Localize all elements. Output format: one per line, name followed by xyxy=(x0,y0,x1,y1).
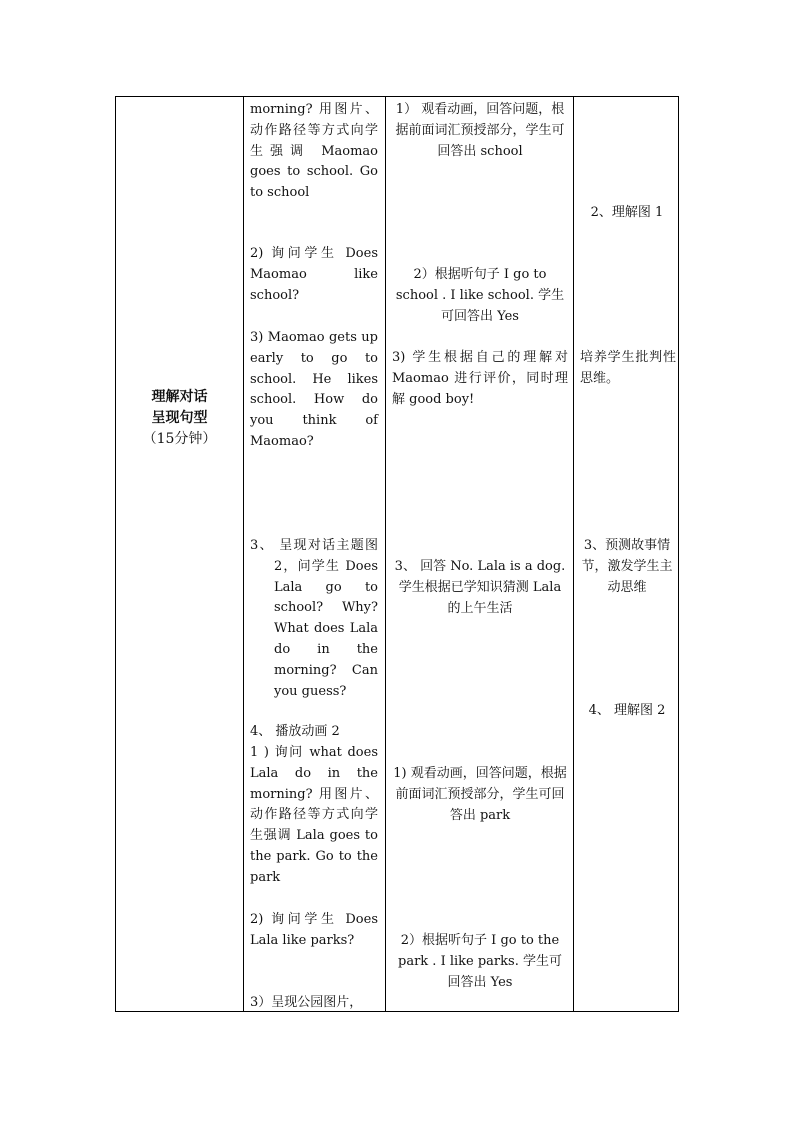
teacher-step-e: 1 ) 询问 what does Lala do in the morning? 用图片、动作路径等方式向学生强调 Lala goes to the park. Go to the park xyxy=(250,745,378,885)
teacher-step-b: 2) 询问学生 Does Maomao like school? xyxy=(250,246,378,303)
teacher-step-d: 3、 呈现对话主题图 2，问学生 Does Lala go to school? Why? What does Lala do in the morning? Can you guess? xyxy=(250,538,378,699)
student-step-c: 3) 学生根据自己的理解对 Maomao 进行评价，同时理解 good boy! xyxy=(392,350,568,407)
student-step-a: 1） 观看动画，回答问题，根据前面词汇预授部分，学生可回答出 school xyxy=(395,102,565,159)
student-step-d: 3、 回答 No. Lala is a dog. 学生根据已学知识猜测 Lala 的上午生活 xyxy=(394,559,566,616)
teacher-step-g: 3）呈现公园图片， xyxy=(250,995,363,1010)
stage-time: （15分钟） xyxy=(142,431,217,447)
stage-cell xyxy=(116,387,243,450)
column-divider xyxy=(243,97,244,1011)
purpose-b: 培养学生批判性思维。 xyxy=(580,350,676,386)
teacher-step-c: 3) Maomao gets up early to go to school. He likes school. How do you think of Maomao? xyxy=(250,330,378,449)
teacher-step-a: morning? 用图片、动作路径等方式向学生强调 Maomao goes to school. Go to school xyxy=(250,102,378,201)
teacher-step-e-title: 4、 播放动画 2 xyxy=(250,724,340,739)
teacher-step-f: 2) 询问学生 Does Lala like parks? xyxy=(250,912,378,948)
column-divider xyxy=(573,97,574,1011)
column-divider xyxy=(385,97,386,1011)
student-step-e: 1) 观看动画，回答问题，根据前面词汇预授部分，学生可回答出 park xyxy=(393,766,567,823)
purpose-a: 2、理解图 1 xyxy=(590,205,664,220)
stage-title-2: 呈现句型 xyxy=(151,410,208,426)
stage-title-1: 理解对话 xyxy=(151,389,208,405)
student-step-b: 2）根据听句子 I go to school . I like school. 学生可回答出 Yes xyxy=(395,267,565,324)
purpose-d: 4、 理解图 2 xyxy=(588,703,666,718)
purpose-c: 3、预测故事情节，激发学生主动思维 xyxy=(581,538,673,595)
lesson-table xyxy=(115,96,679,1012)
student-step-f: 2）根据听句子 I go to the park . I like parks. 学生可回答出 Yes xyxy=(398,933,562,990)
